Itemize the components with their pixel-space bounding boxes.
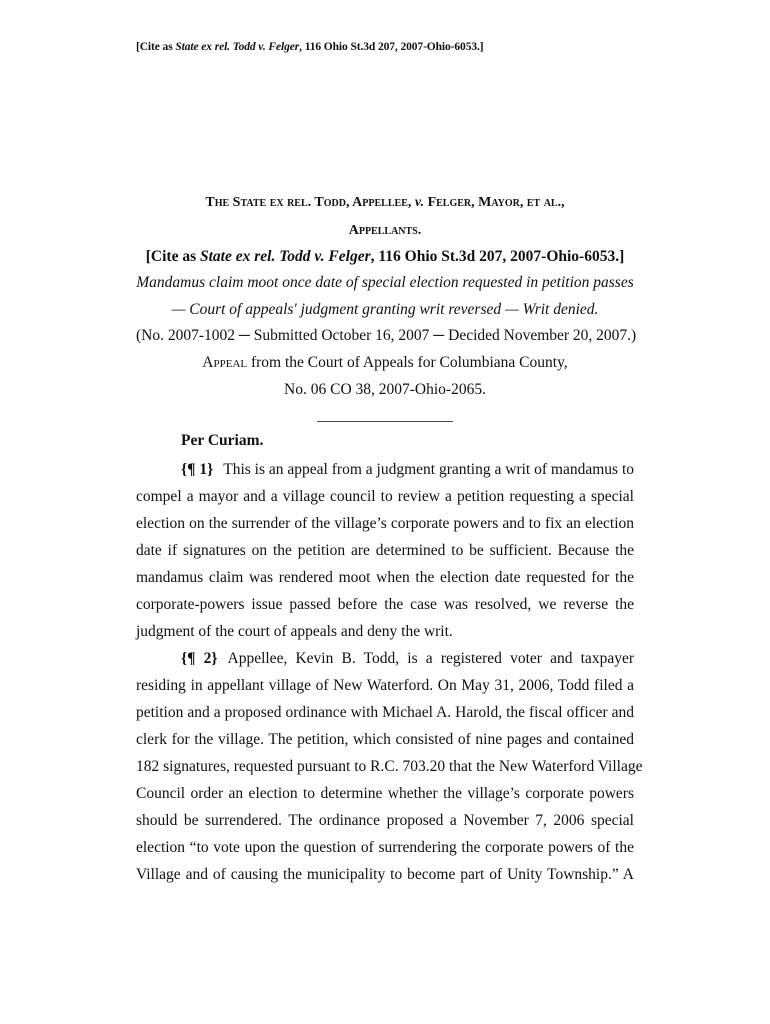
case-title-line-1 <box>136 194 634 212</box>
paragraph-line <box>136 456 634 483</box>
paragraph-1 <box>136 456 634 645</box>
docket-line: (No. 2007-1002 ─ Submitted October 16, 2007 ─ Decided November 20, 2007.) <box>136 327 637 344</box>
case-title-appellants: Appellants. <box>348 223 422 238</box>
paragraph-line: election “to vote upon the question of surrendering the corporate powers of the <box>136 839 634 856</box>
syllabus-line-1: Mandamus claim moot once date of special election requested in petition passes <box>136 274 634 291</box>
running-head-suffix: , 116 Ohio St.3d 207, 2007-Ohio-6053.] <box>299 41 484 53</box>
citation-prefix: [Cite as <box>145 248 200 265</box>
paragraph-line: election on the surrender of the village’s corporate powers and to fix an election <box>136 515 634 532</box>
case-title-line-2 <box>136 222 634 240</box>
running-head-case-name: State ex rel. Todd v. Felger <box>175 41 300 53</box>
case-title-part-a: The State ex rel. Todd, Appellee, <box>205 195 415 210</box>
paragraph-2 <box>136 645 643 888</box>
line-text: Appellee, Kevin B. Todd, is a registered voter and taxpayer <box>227 650 634 667</box>
paragraph-line: corporate-powers issue passed before the case was resolved, we reverse the <box>136 596 634 613</box>
case-title-part-b: Felger, Mayor, et al., <box>424 195 565 210</box>
opinion-heading: Per Curiam. <box>181 432 264 449</box>
paragraph-number: {¶ 1} <box>181 461 214 478</box>
paragraph-line: judgment of the court of appeals and deny the writ. <box>136 623 453 640</box>
line-text: This is an appeal from a judgment granting a writ of mandamus to <box>223 461 635 478</box>
paragraph-line: clerk for the village. The petition, which consisted of nine pages and contained <box>136 731 634 748</box>
running-head-citation <box>136 41 484 53</box>
lower-court-number: No. 06 CO 38, 2007-Ohio-2065. <box>284 381 486 398</box>
case-citation <box>136 248 634 266</box>
paragraph-line: residing in appellant village of New Waterford. On May 31, 2006, Todd filed a <box>136 677 634 694</box>
paragraph-line: Council order an election to determine whether the village’s corporate powers <box>136 785 634 802</box>
appeal-court: from the Court of Appeals for Columbiana County, <box>247 354 568 371</box>
paragraph-line: date if signatures on the petition are determined to be sufficient. Because the <box>136 542 634 559</box>
paragraph-line: petition and a proposed ordinance with Michael A. Harold, the fiscal officer and <box>136 704 634 721</box>
citation-suffix: , 116 Ohio St.3d 207, 2007-Ohio-6053.] <box>370 248 625 265</box>
case-title-versus: v. <box>414 195 425 210</box>
paragraph-line <box>136 645 634 672</box>
syllabus-line-2: — Court of appeals' judgment granting writ reversed — Writ denied. <box>171 301 599 318</box>
separator-rule <box>317 421 453 422</box>
paragraph-number: {¶ 2} <box>181 650 218 667</box>
appeal-label: Appeal <box>202 354 248 371</box>
running-head-prefix: [Cite as <box>136 41 176 53</box>
paragraph-line: mandamus claim was rendered moot when the election date requested for the <box>136 569 634 586</box>
appeal-line <box>136 354 634 372</box>
paragraph-line: 182 signatures, requested pursuant to R.C. 703.20 that the New Waterford Village <box>136 758 643 775</box>
paragraph-line: Village and of causing the municipality to become part of Unity Township.” A <box>136 866 634 883</box>
paragraph-line: should be surrendered. The ordinance proposed a November 7, 2006 special <box>136 812 634 829</box>
citation-case-name: State ex rel. Todd v. Felger <box>200 248 371 265</box>
paragraph-line: compel a mayor and a village council to review a petition requesting a special <box>136 488 634 505</box>
